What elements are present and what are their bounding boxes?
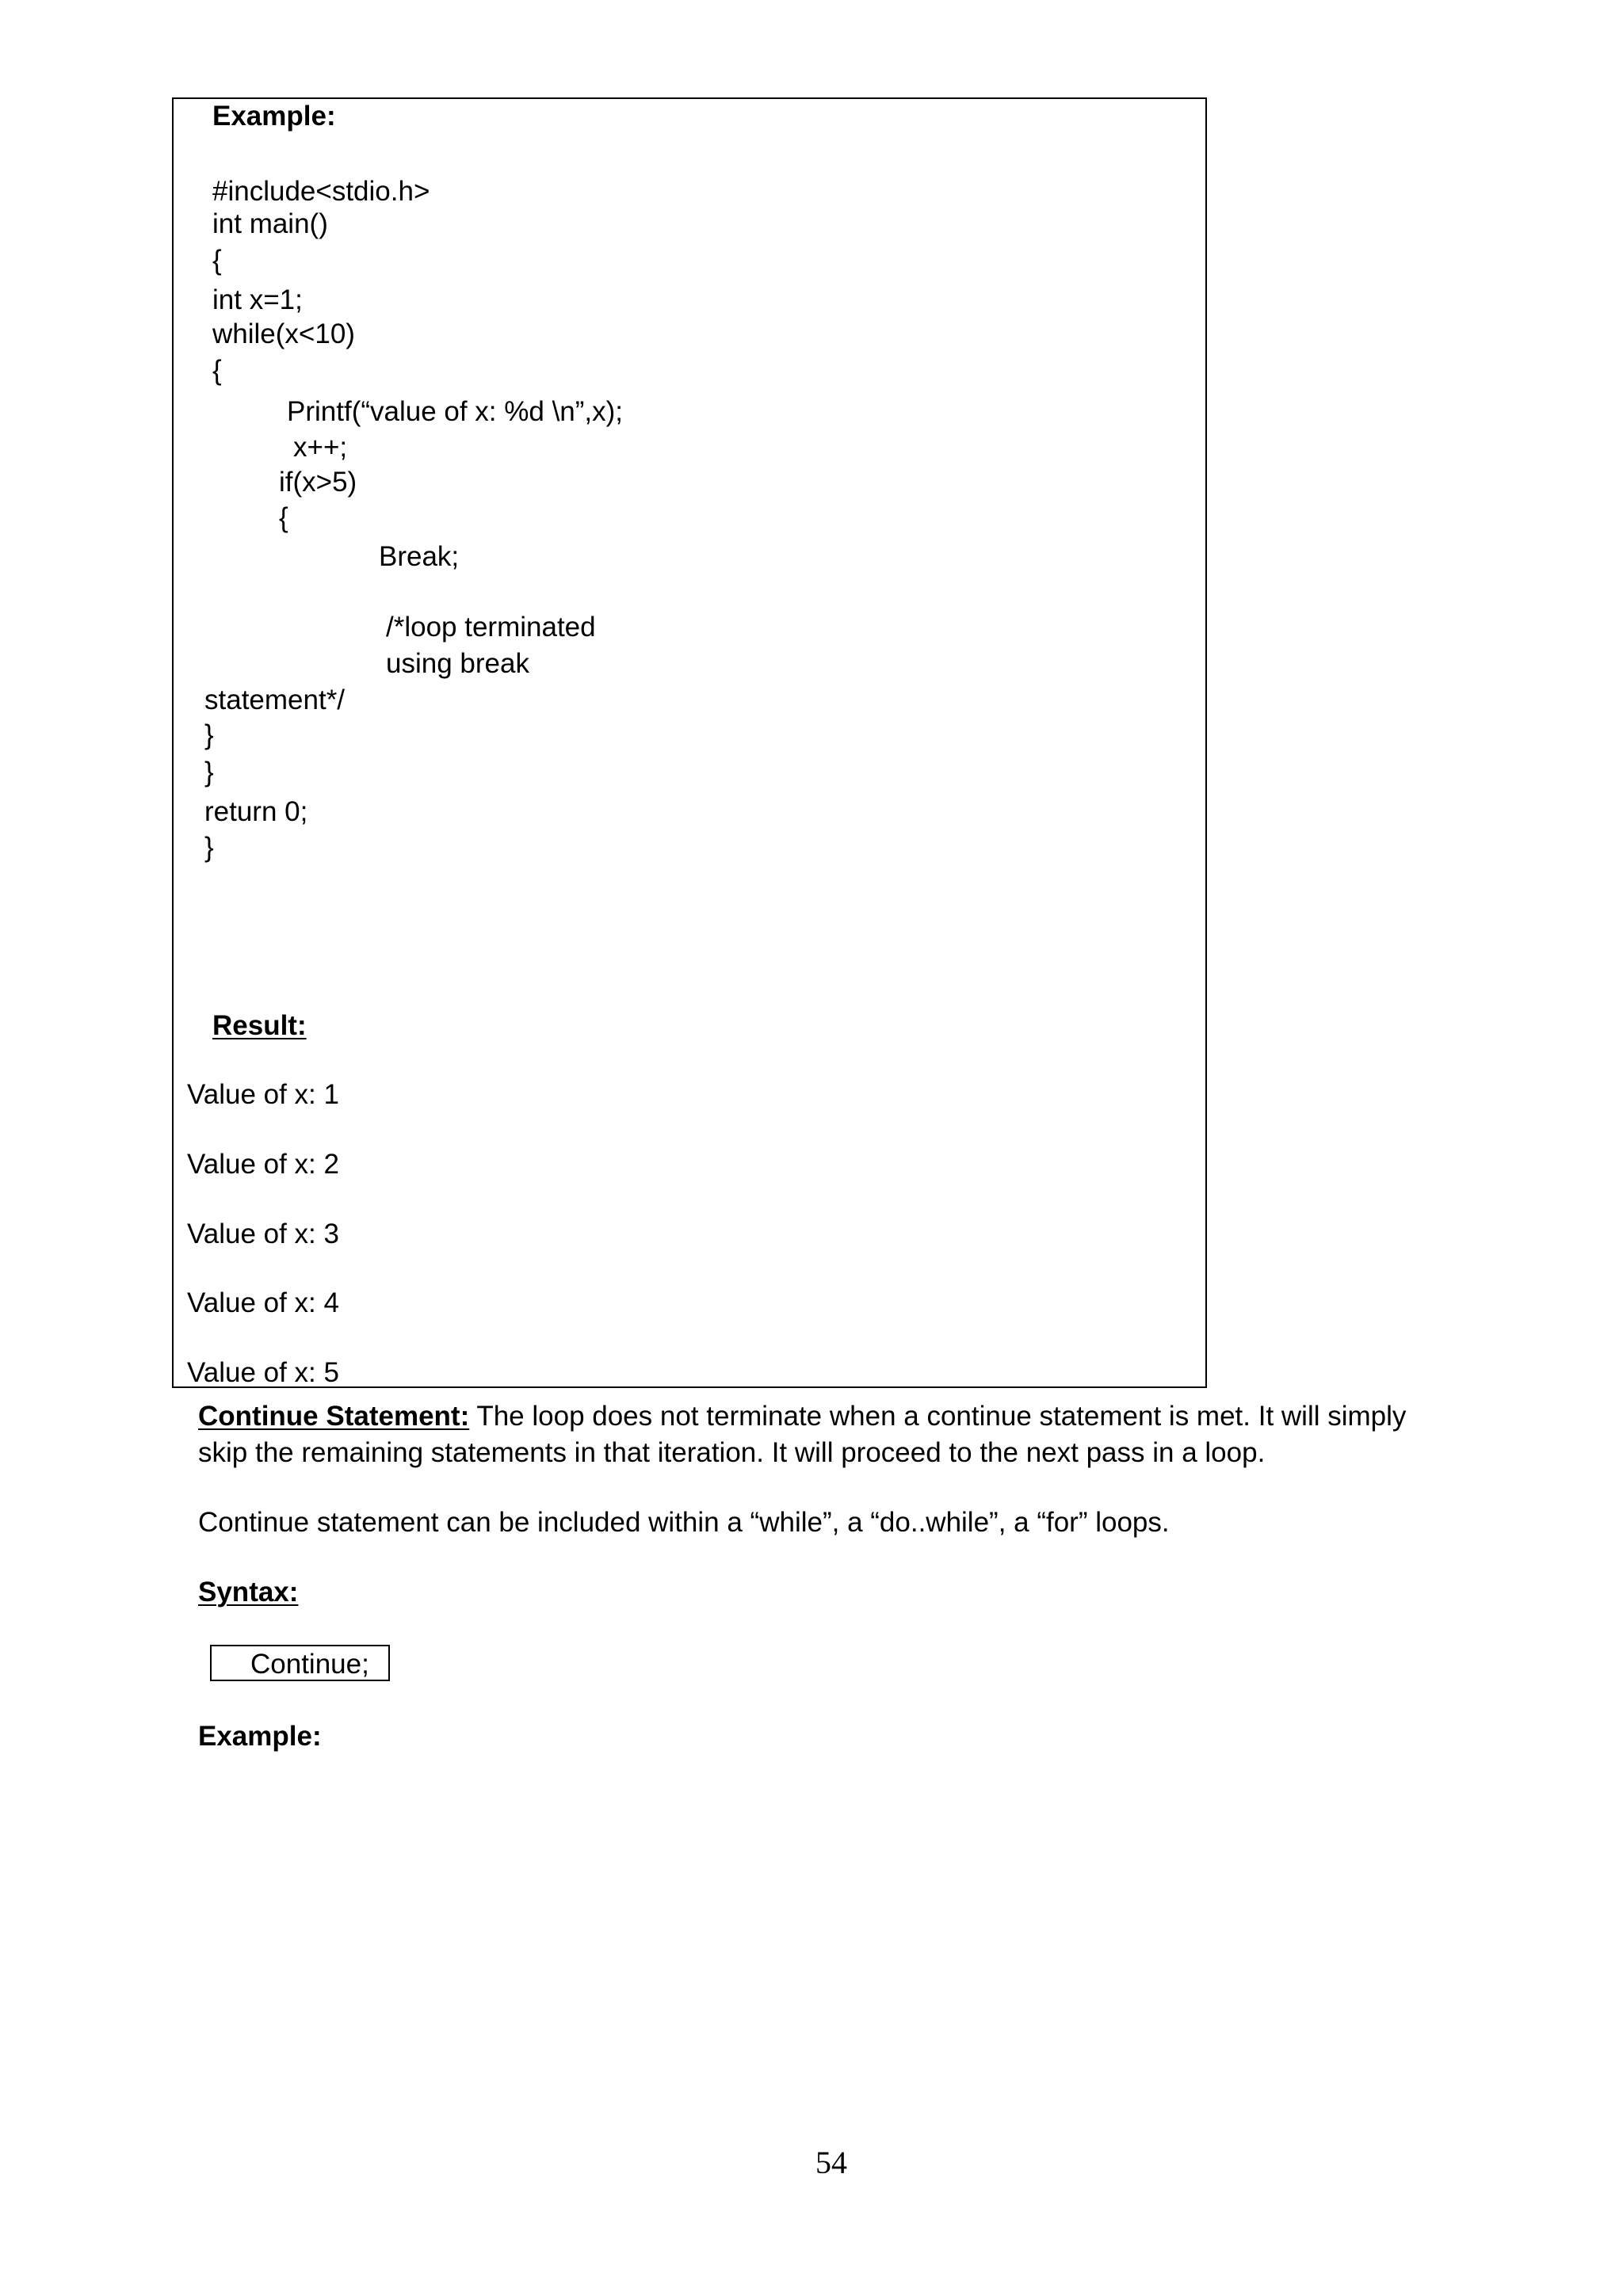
result-line: Value of x: 2 (187, 1149, 339, 1180)
code-line: statement*/ (204, 685, 346, 715)
continue-paragraph-line-2: skip the remaining statements in that iteration. It will proceed to the next pass in a loop. (198, 1437, 1266, 1468)
result-line: Value of x: 4 (187, 1287, 339, 1318)
code-line: } (204, 832, 214, 863)
page-number: 54 (815, 2145, 847, 2180)
code-line: return 0; (204, 796, 308, 827)
code-line: { (212, 245, 222, 276)
code-line: { (279, 502, 288, 533)
code-line: { (212, 355, 222, 386)
continue-paragraph-text: The loop does not terminate when a continue statement is met. It will simply (469, 1401, 1407, 1432)
code-line: Break; (379, 541, 460, 572)
code-line: } (204, 757, 214, 788)
continue-heading: Continue Statement: (198, 1401, 470, 1432)
code-line: #include<stdio.h> (212, 176, 430, 207)
syntax-heading: Syntax: (198, 1577, 299, 1608)
result-line: Value of x: 1 (187, 1079, 339, 1110)
code-line: Printf(“value of x: %d \n”,x); (287, 396, 624, 427)
continue-paragraph-2: Continue statement can be included within a “while”, a “do..while”, a “for” loops. (198, 1507, 1170, 1538)
code-line: using break (386, 648, 529, 679)
example-box (172, 97, 1207, 1388)
code-line: x++; (293, 432, 348, 463)
continue-paragraph-line-1 (198, 1402, 1406, 1430)
code-line: if(x>5) (279, 467, 357, 498)
code-line: /*loop terminated (386, 612, 596, 643)
result-heading: Result: (212, 1010, 307, 1041)
result-line: Value of x: 5 (187, 1357, 339, 1388)
result-line: Value of x: 3 (187, 1219, 339, 1249)
continue-example-heading: Example: (198, 1721, 322, 1752)
example-heading: Example: (212, 101, 336, 132)
syntax-code: Continue; (250, 1649, 369, 1680)
code-line: int main() (212, 208, 328, 239)
code-line: } (204, 719, 214, 750)
code-line: int x=1; (212, 284, 303, 315)
code-line: while(x<10) (212, 318, 355, 349)
